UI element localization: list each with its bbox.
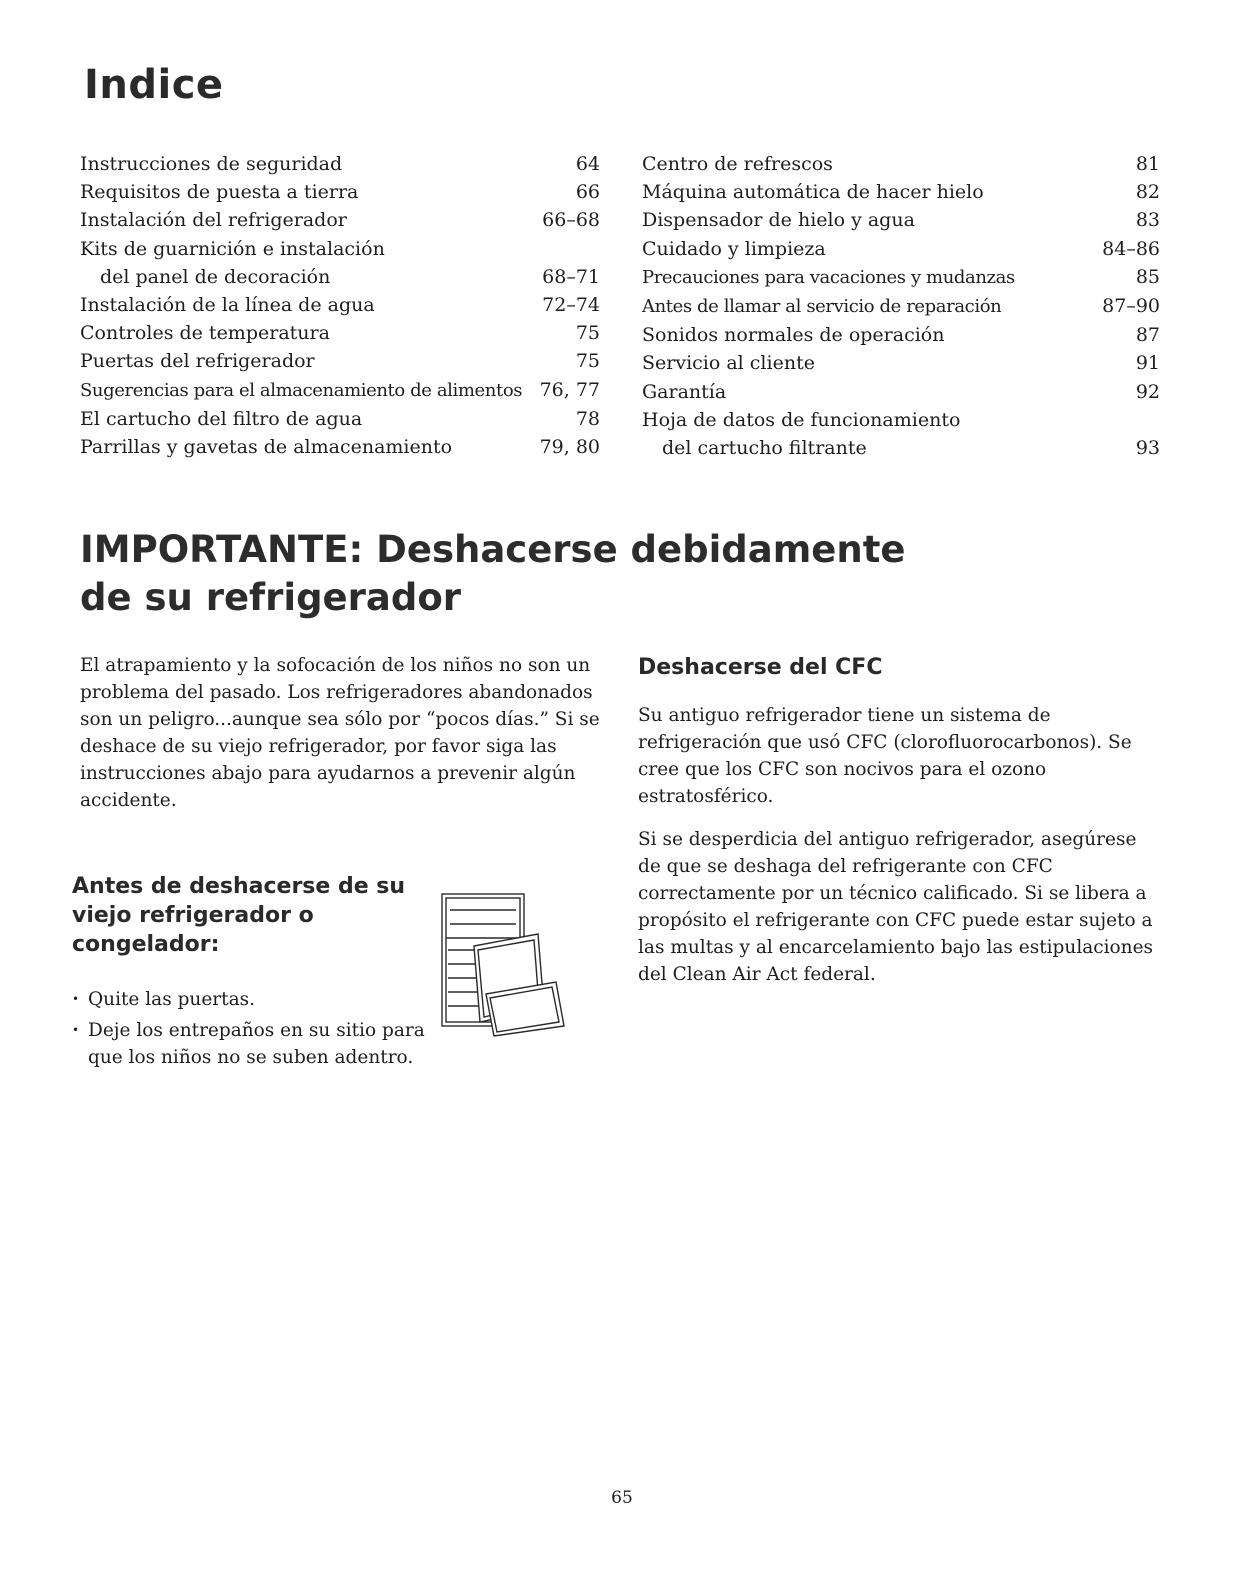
- toc-entry: [642, 178, 1160, 206]
- toc-label: Parrillas y gavetas de almacenamiento: [80, 436, 453, 459]
- toc-entry: [642, 150, 1160, 178]
- toc-entry: [80, 433, 600, 461]
- toc-entry: [642, 349, 1160, 377]
- toc-entry: [80, 235, 600, 263]
- toc-page: 91: [1135, 352, 1160, 375]
- bullet-text: Deje los entrepaños en su sitio para que los niños no se suben adentro.: [88, 1020, 425, 1068]
- toc-label: Cuidado y limpieza: [642, 237, 826, 260]
- toc-label: Puertas del refrigerador: [80, 350, 315, 373]
- toc-entry: [642, 206, 1160, 234]
- toc-label: Sonidos normales de operación: [642, 324, 945, 347]
- toc-page: 66: [575, 181, 600, 204]
- cfc-paragraph-2: Si se desperdicia del antiguo refrigerador, asegúrese de que se deshaga del refrigerante con CFC correctamente por un técnico calificado. Si se libera a propósito el refrigerante con CFC puede estar sujeto a las multas y al encarcelamiento bajo las estipulaciones del Clean Air Act federal.: [638, 829, 1154, 985]
- toc-page: 79, 80: [539, 436, 600, 459]
- indice-title: Indice: [84, 62, 224, 108]
- toc-page: 93: [1135, 437, 1160, 460]
- list-item: [72, 1017, 432, 1071]
- toc-label: Antes de llamar al servicio de reparación: [642, 296, 1002, 318]
- toc-label: Kits de guarnición e instalación: [80, 237, 385, 260]
- toc-page: 75: [575, 350, 600, 373]
- toc-entry: [80, 150, 600, 178]
- toc-label: Centro de refrescos: [642, 153, 833, 175]
- importante-title: [80, 526, 1080, 622]
- toc-entry: [80, 347, 600, 375]
- toc-label: El cartucho del filtro de agua: [80, 407, 363, 430]
- toc-entry: [642, 263, 1160, 292]
- list-item: [72, 986, 432, 1013]
- toc-page: 76, 77: [539, 378, 600, 401]
- toc-page: 83: [1135, 209, 1160, 232]
- refrigerator-doors-removed-icon: [438, 890, 568, 1040]
- toc-label: del cartucho filtrante: [662, 437, 867, 460]
- toc-label: Garantía: [642, 380, 727, 403]
- importante-title-line1: IMPORTANTE: Deshacerse debidamente: [80, 528, 906, 571]
- toc-label: Instalación del refrigerador: [80, 209, 347, 232]
- toc-entry: [80, 319, 600, 347]
- toc-entry: [80, 376, 600, 405]
- toc-entry: [642, 321, 1160, 349]
- toc-page: 78: [575, 407, 600, 430]
- toc-page: 87–90: [1102, 295, 1160, 318]
- antes-heading: Antes de deshacerse de su viejo refrigerador o congelador:: [72, 874, 406, 957]
- toc-page: 72–74: [542, 294, 600, 317]
- page-number: 65: [611, 1488, 633, 1508]
- toc-label: del panel de decoración: [100, 265, 331, 288]
- cfc-heading: Deshacerse del CFC: [638, 655, 883, 680]
- toc-left-column: [80, 150, 600, 461]
- toc-page: 66–68: [542, 209, 600, 232]
- cfc-paragraph-1: Su antiguo refrigerador tiene un sistema de refrigeración que usó CFC (clorofluorocarbonos). Se cree que los CFC son nocivos para el ozono estratosférico.: [638, 705, 1132, 807]
- toc-label: Controles de temperatura: [80, 322, 330, 345]
- toc-label: Instalación de la línea de agua: [80, 294, 375, 317]
- toc-entry: [642, 292, 1160, 321]
- toc-entry: [80, 206, 600, 234]
- importante-title-line2: de su refrigerador: [80, 576, 462, 619]
- toc-entry: [80, 178, 600, 206]
- toc-label: Requisitos de puesta a tierra: [80, 181, 359, 204]
- bullet-dot-icon: •: [72, 992, 80, 1006]
- toc-page: 68–71: [542, 265, 600, 288]
- bullet-text: Quite las puertas.: [88, 989, 255, 1010]
- toc-page: 92: [1135, 380, 1160, 403]
- toc-label: Sugerencias para el almacenamiento de alimentos: [80, 379, 523, 401]
- toc-page: 75: [575, 322, 600, 345]
- intro-paragraph: El atrapamiento y la sofocación de los niños no son un problema del pasado. Los refrigeradores abandonados son un peligro...aunque sea sólo por “pocos días.” Si se deshace de su viejo refrigerador, por favor siga las instrucciones abajo para ayudarnos a prevenir algún accidente.: [80, 655, 600, 811]
- toc-label: Servicio al cliente: [642, 352, 815, 375]
- toc-right-column: [642, 150, 1160, 462]
- toc-page: 64: [575, 153, 600, 175]
- toc-label: Hoja de datos de funcionamiento: [642, 408, 961, 431]
- toc-label: Máquina automática de hacer hielo: [642, 181, 984, 204]
- toc-page: 87: [1135, 324, 1160, 347]
- toc-entry: [80, 291, 600, 319]
- bullet-dot-icon: •: [72, 1023, 80, 1037]
- antes-bullet-list: [72, 986, 432, 1075]
- toc-page: 82: [1135, 181, 1160, 204]
- toc-entry: [642, 434, 1160, 462]
- toc-label: Precauciones para vacaciones y mudanzas: [642, 266, 1015, 288]
- toc-page: 84–86: [1102, 237, 1160, 260]
- toc-page: 81: [1135, 153, 1160, 175]
- toc-entry: [80, 405, 600, 433]
- toc-entry: [80, 263, 600, 291]
- toc-page: 85: [1135, 265, 1160, 288]
- toc-entry: [642, 406, 1160, 434]
- toc-entry: [642, 378, 1160, 406]
- toc-entry: [642, 235, 1160, 263]
- toc-label: Dispensador de hielo y agua: [642, 209, 915, 232]
- toc-label: Instrucciones de seguridad: [80, 153, 343, 175]
